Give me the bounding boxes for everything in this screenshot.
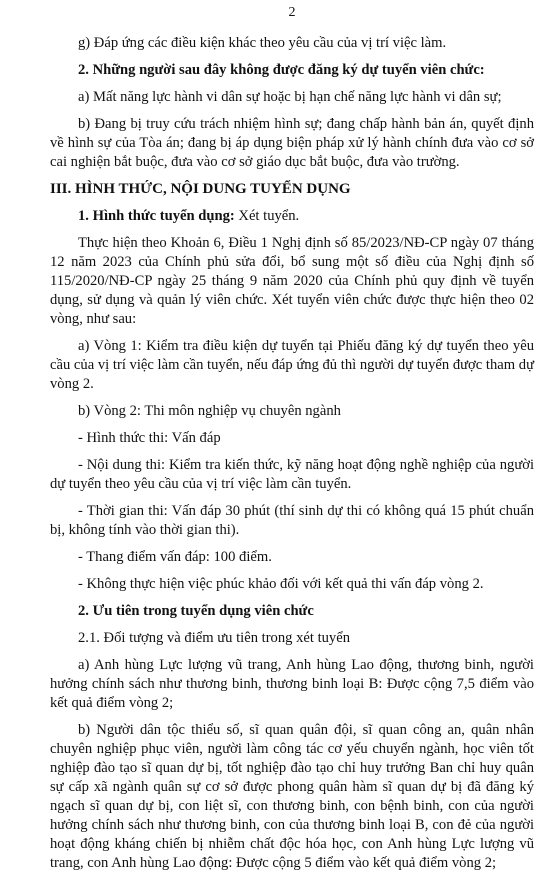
paragraph: - Hình thức thi: Vấn đáp (78, 430, 221, 446)
paragraph: 2. Ưu tiên trong tuyển dụng viên chức (78, 603, 314, 619)
page-number: 2 (288, 5, 296, 20)
paragraph: 2. Những người sau đây không được đăng ký dự tuyển viên chức: (78, 62, 485, 78)
paragraph: - Thời gian thi: Vấn đáp 30 phút (thí sinh dự thi có không quá 15 phút chuẩn bị, không tính vào thời gian thi). (50, 503, 534, 538)
paragraph: - Không thực hiện việc phúc khảo đối với kết quả thi vấn đáp vòng 2. (78, 576, 484, 592)
paragraph: b) Người dân tộc thiểu số, sĩ quan quân đội, sĩ quan công an, quân nhân chuyên nghiệp phục viên, người làm công tác cơ yếu chuyển ngành, học viên tốt nghiệp đào tạo sĩ quan dự bị, tốt nghiệp đào tạo chỉ huy trưởng Ban chỉ huy quân sự cấp xã ngành quân sự cơ sở được phong quân hàm sĩ quan dự bị đã đăng ký ngạch sĩ quan dự bị, con liệt sĩ, con thương binh, con bệnh binh, con của người hưởng chính sách như thương binh, con của thương binh loại B, con đẻ của người hoạt động kháng chiến bị nhiễm chất độc hóa học, con Anh hùng Lực lượng vũ trang, con Anh hùng Lao động: Được cộng 5 điểm vào kết quả điểm vòng 2; (50, 722, 534, 871)
paragraph: - Thang điểm vấn đáp: 100 điểm. (78, 549, 272, 565)
paragraph: b) Đang bị truy cứu trách nhiệm hình sự; đang chấp hành bản án, quyết định về hình sự của Tòa án; đang bị áp dụng biện pháp xử lý hành chính đưa vào cơ sở cai nghiện bắt buộc, đưa vào cơ sở giáo dục bắt buộc, đưa vào trường. (50, 116, 534, 170)
paragraph: a) Vòng 1: Kiểm tra điều kiện dự tuyển tại Phiếu đăng ký dự tuyển theo yêu cầu của vị trí việc làm cần tuyển, nếu đáp ứng đủ thì người dự tuyển được tham dự vòng 2. (50, 338, 534, 392)
paragraph: g) Đáp ứng các điều kiện khác theo yêu cầu của vị trí việc làm. (78, 35, 447, 51)
paragraph (50, 207, 534, 226)
paragraph: b) Vòng 2: Thi môn nghiệp vụ chuyên ngành (78, 403, 341, 419)
paragraph-rest: Xét tuyển. (234, 208, 300, 224)
paragraph: 2.1. Đối tượng và điểm ưu tiên trong xét tuyển (78, 630, 350, 646)
paragraph: Thực hiện theo Khoản 6, Điều 1 Nghị định số 85/2023/NĐ-CP ngày 07 tháng 12 năm 2023 của Chính phủ sửa đổi, bổ sung một số điều của Nghị định số 115/2020/NĐ-CP ngày 25 tháng 9 năm 2020 của Chính phủ quy định về tuyển dụng, sử dụng và quản lý viên chức. Xét tuyển viên chức được thực hiện theo 02 vòng, như sau: (50, 235, 534, 327)
section-heading: III. HÌNH THỨC, NỘI DUNG TUYỂN DỤNG (50, 181, 351, 197)
document-body (50, 34, 534, 873)
bold-lead: 1. Hình thức tuyển dụng: (78, 208, 235, 224)
paragraph: a) Anh hùng Lực lượng vũ trang, Anh hùng Lao động, thương binh, người hưởng chính sách như thương binh, thương binh loại B: Được cộng 7,5 điểm vào kết quả điểm vòng 2; (50, 657, 534, 711)
paragraph: a) Mất năng lực hành vi dân sự hoặc bị hạn chế năng lực hành vi dân sự; (78, 89, 502, 105)
paragraph: - Nội dung thi: Kiểm tra kiến thức, kỹ năng hoạt động nghề nghiệp của người dự tuyển theo yêu cầu của vị trí việc làm cần tuyển. (50, 457, 534, 492)
